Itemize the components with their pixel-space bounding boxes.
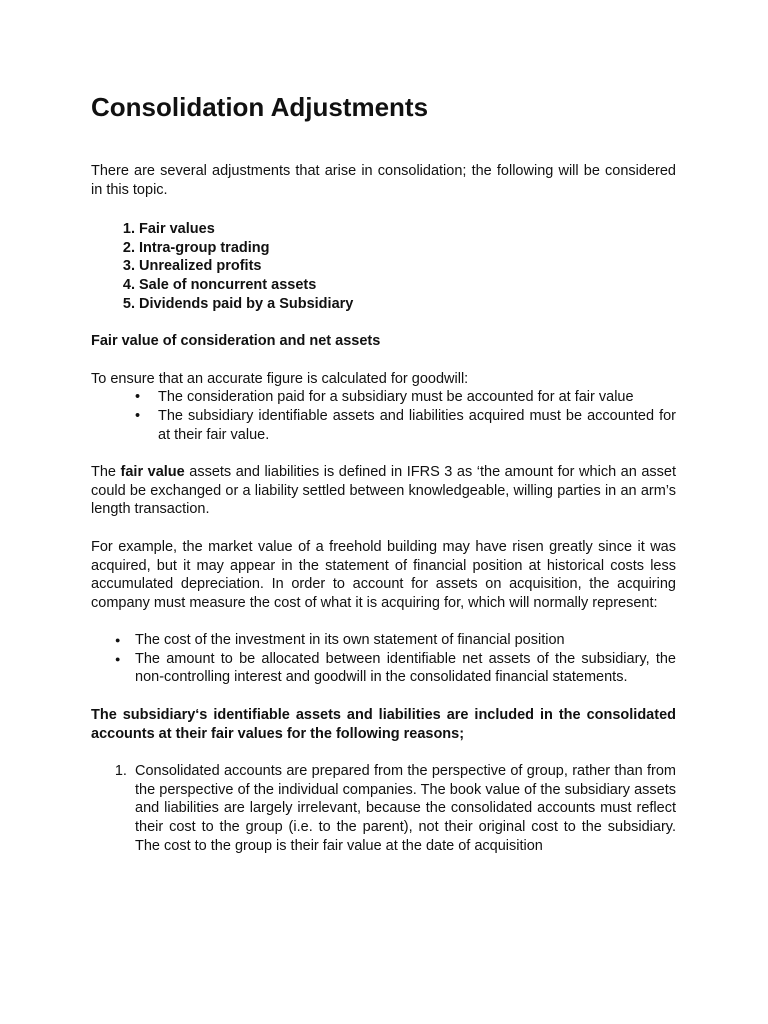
definition-term: fair value	[120, 464, 185, 481]
list-item: • The subsidiary identifiable assets and liabilities acquired must be accounted for at their fair value.	[158, 407, 676, 444]
reasons-list	[91, 762, 676, 855]
list-item: 1. Fair values	[139, 220, 676, 239]
goodwill-points	[91, 388, 676, 444]
goodwill-lead: To ensure that an accurate figure is calculated for goodwill:	[91, 370, 469, 387]
definition-rest: assets and liabilities is defined in IFRS 3 as ‘the amount for which an asset could be exchanged or a liability settled between knowledgeable, willing parties in an arm’s length transaction.	[91, 464, 676, 518]
definition-paragraph	[91, 463, 676, 519]
list-item: 5. Dividends paid by a Subsidiary	[139, 295, 676, 314]
intro-paragraph: There are several adjustments that arise in consolidation; the following will be considered in this topic.	[91, 163, 676, 198]
list-item: • The consideration paid for a subsidiary must be accounted for at fair value	[158, 388, 676, 407]
example-paragraph: For example, the market value of a freehold building may have risen greatly since it was acquired, but it may appear in the statement of financial position at historical costs less accumulated depreciation. In order to account for assets on acquisition, the acquiring company must measure the cost of what it is acquiring for, which will normally represent:	[91, 538, 676, 611]
definition-prefix: The	[91, 464, 121, 481]
section-heading-fair-value: Fair value of consideration and net assets	[91, 333, 381, 350]
list-item: 1. Consolidated accounts are prepared from the perspective of group, rather than from the perspective of the individual companies. The book value of the subsidiary assets and liabilities are largely irrelevant, because the consolidated accounts must reflect their cost to the group (i.e. to the parent), not their original cost to the subsidiary. The cost to the group is their fair value at the date of acquisition	[135, 762, 676, 855]
list-item: 2. Intra-group trading	[139, 239, 676, 258]
topics-list	[91, 220, 676, 313]
list-item: ● The cost of the investment in its own statement of financial position	[135, 631, 676, 650]
list-item: 3. Unrealized profits	[139, 257, 676, 276]
cost-points	[91, 631, 676, 687]
reasons-heading: The subsidiary‘s identifiable assets and liabilities are included in the consolidated accounts at their fair values for the following reasons;	[91, 707, 676, 742]
page-title: Consolidation Adjustments	[91, 92, 429, 122]
list-item: ● The amount to be allocated between identifiable net assets of the subsidiary, the non-controlling interest and goodwill in the consolidated financial statements.	[135, 650, 676, 687]
list-item: 4. Sale of noncurrent assets	[139, 276, 676, 295]
